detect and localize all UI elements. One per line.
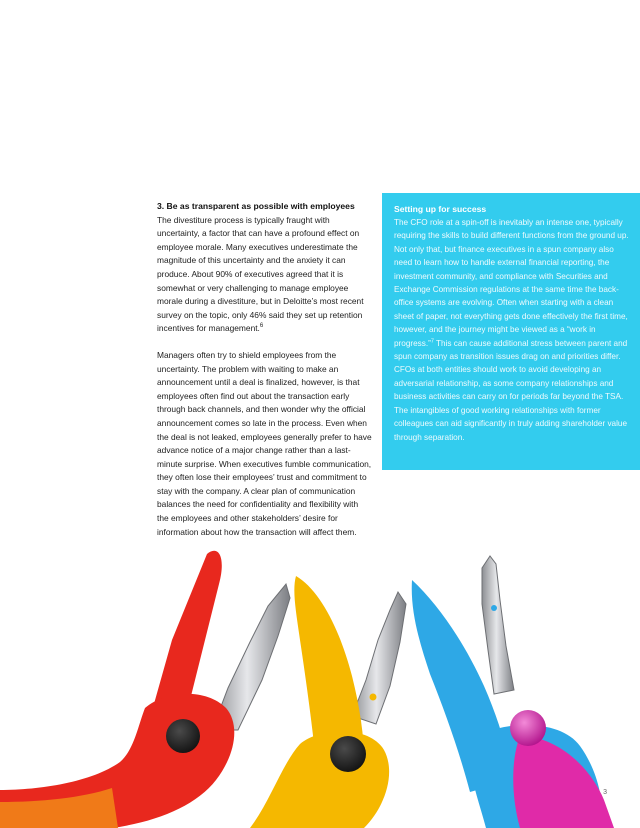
red-handle-upper [150,551,222,718]
sidebar-box [382,193,640,470]
red-scissors [0,551,290,828]
sidebar-body-part-2: This can cause additional stress between parent and spun company as transition issues drag on and priorities differ. CFOs at both entities should work to avoid developing an adversarial relationship, as some company relationships and business activities can carry on for periods far beyond the TSA. The intangibles of good working relationships with former colleagues can aid significantly in truly adding shareholder value through separation. [394,338,628,442]
red-pivot-hub [166,719,200,753]
yellow-blade-dot [370,694,377,701]
main-column [157,200,372,552]
footnote-ref-6: 6 [259,323,264,330]
section-paragraph-2: Managers often try to shield employees from the uncertainty. The problem with waiting to make an announcement until a deal is finalized, however, is that employees often find out about the transaction early through back channels, and then wonder why the official announcement comes so late in the process. Even when the deal is not leaked, employees generally prefer to have advance notice of a major change rather than a last-minute surprise. When executives fumble communication, they often lose their employees’ trust and commitment to stay with the company. A clear plan of communication balances the need for confidentiality and flexibility with the employees and other stakeholders’ desire for information about how the transaction will affect them. [157,349,372,537]
yellow-pivot-hub [330,736,366,772]
section-paragraph-1 [157,214,372,336]
page-number: 3 [603,789,607,796]
sidebar-body-part-1: The CFO role at a spin-off is inevitably an intense one, typically requiring the skills to build different functions from the ground up. Not only that, but finance executives in a spun company also need to learn how to handle external financial reporting, the investment community, and compliance with Securities and Exchange Commission regulations at the same time the back-office systems are evolving. Often when starting with a clean sheet of paper, not everything gets done effectively the first time, however, and the journey might be viewed as a “work in progress.” [394,218,629,348]
footnote-ref-7: 7 [430,337,434,344]
sidebar-title: Setting up for success [394,204,487,214]
yellow-blade [352,592,406,724]
blue-blade [482,556,514,694]
magenta-pivot-hub [510,710,546,746]
yellow-handle-lower [250,731,389,828]
sidebar-body [394,216,632,444]
scissors-photo [0,540,640,828]
section-heading: 3. Be as transparent as possible with employees [157,201,355,211]
blue-scissors [412,556,614,828]
blue-blade-dot [491,605,497,611]
paragraph-1-text: The divestiture process is typically fraught with uncertainty, a factor that can have a profound effect on employee morale. Many executives underestimate the magnitude of this uncertainty and the anxiety it can produce. About 90% of executives agreed that it is somewhat or very challenging to manage employee morale during a divestiture, but in Deloitte’s most recent survey on the topic, only 46% said they set up retention incentives for management. [157,214,364,334]
